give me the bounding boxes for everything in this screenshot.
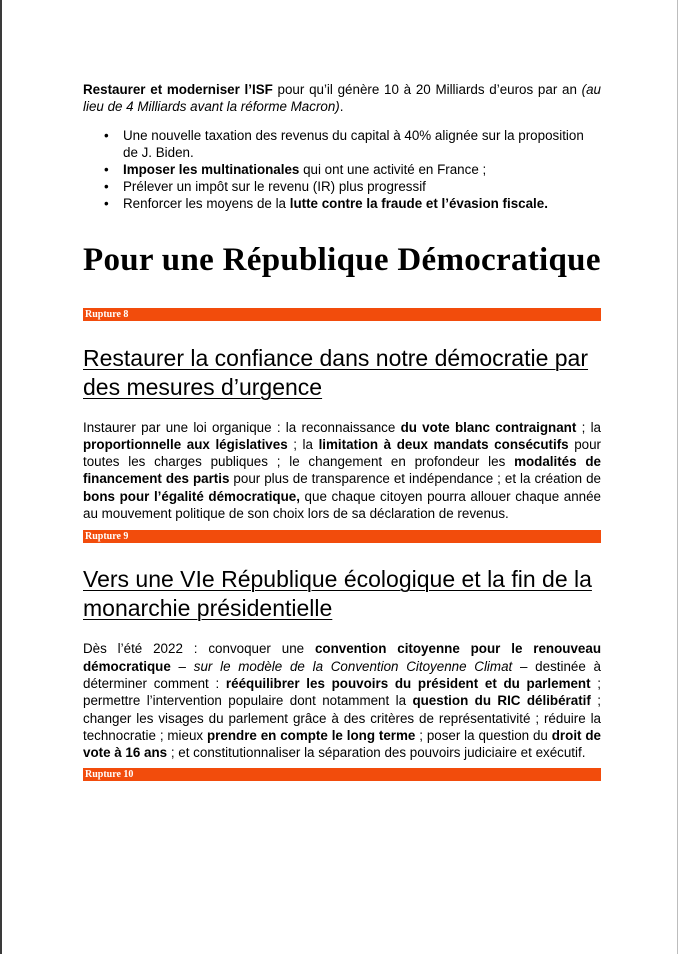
rupture-8-bar: Rupture 8 <box>83 308 601 321</box>
rupture-10-bar: Rupture 10 <box>83 768 601 781</box>
bold-run: bons pour l’égalité démocratique, <box>83 488 300 504</box>
list-item <box>123 127 601 161</box>
text-run: ; changer les visages du parlement grâce à des critères de représentativité ; réduire la technocratie ; mieux <box>83 693 601 743</box>
document-page <box>83 81 601 781</box>
list-item-text: Prélever un impôt sur le revenu (IR) plus progressif <box>123 178 426 194</box>
text-run: pour toutes les charges publiques ; le changement en profondeur les <box>83 436 601 470</box>
list-item <box>123 195 601 212</box>
list-item-text: Une nouvelle taxation des revenus du capital à 40% alignée sur la proposition de J. Biden. <box>123 127 584 160</box>
tax-measures-list <box>83 127 601 212</box>
bold-run: prendre en compte le long terme <box>207 727 416 743</box>
text-run: ; permettre l’intervention populaire dont notamment la <box>83 675 601 709</box>
bold-run: question du RIC délibératif <box>412 693 591 709</box>
text-run: Dès l’été 2022 : convoquer une <box>83 641 315 657</box>
isf-paragraph <box>83 81 601 116</box>
bold-run: proportionnelle aux législatives <box>83 436 288 452</box>
rupture-9-bar: Rupture 9 <box>83 530 601 543</box>
isf-bold: Restaurer et moderniser l’ISF <box>83 82 273 97</box>
section-8-paragraph <box>83 419 601 523</box>
list-item-bold: lutte contre la fraude et l’évasion fiscale. <box>289 195 548 211</box>
list-item <box>123 161 601 178</box>
text-run: que chaque citoyen pourra allouer chaque année au mouvement politique de son choix lors de sa déclaration de revenus. <box>83 488 601 522</box>
bold-run: convention citoyenne pour le renouveau démocratique <box>83 641 601 674</box>
bold-run: modalités de financement des partis <box>83 454 601 487</box>
italic-run: sur le modèle de la Convention Citoyenne Climat <box>193 658 513 674</box>
text-run: – <box>170 658 194 674</box>
list-item <box>123 178 601 195</box>
text-run: ; poser la question du <box>415 727 552 743</box>
text-run: – destinée à déterminer comment : <box>83 658 601 691</box>
bold-run: limitation à deux mandats consécutifs <box>318 436 569 452</box>
list-item-text: qui ont une activité en France ; <box>299 161 487 177</box>
chapter-title: Pour une République Démocratique <box>83 241 601 278</box>
section-9-paragraph <box>83 640 601 761</box>
section-9-title: Vers une VIe République écologique et la fin de la monarchie présidentielle <box>83 566 592 622</box>
list-item-bold: Imposer les multinationales <box>123 161 300 177</box>
bold-run: du vote blanc contraignant <box>400 419 577 435</box>
bold-run: rééquilibrer les pouvoirs du président et du parlement <box>225 675 591 691</box>
text-run: pour plus de transparence et indépendance ; et la création de <box>229 471 601 487</box>
isf-end: . <box>339 99 344 115</box>
text-run: Instaurer par une loi organique : la reconnaissance <box>83 419 401 435</box>
list-item-text: Renforcer les moyens de la <box>123 195 290 211</box>
text-run: ; la <box>287 436 319 452</box>
page-left-edge <box>0 0 2 954</box>
section-8-title: Restaurer la confiance dans notre démocratie par des mesures d’urgence <box>83 344 589 400</box>
isf-text: pour qu’il génère 10 à 20 Milliards d’euros par an <box>272 82 582 97</box>
bold-run: droit de vote à 16 ans <box>83 727 601 761</box>
isf-italic: (au lieu de 4 Milliards avant la réforme Macron) <box>83 82 601 115</box>
text-run: ; la <box>576 419 601 435</box>
text-run: ; et constitutionnaliser la séparation des pouvoirs judiciaire et exécutif. <box>167 745 586 761</box>
